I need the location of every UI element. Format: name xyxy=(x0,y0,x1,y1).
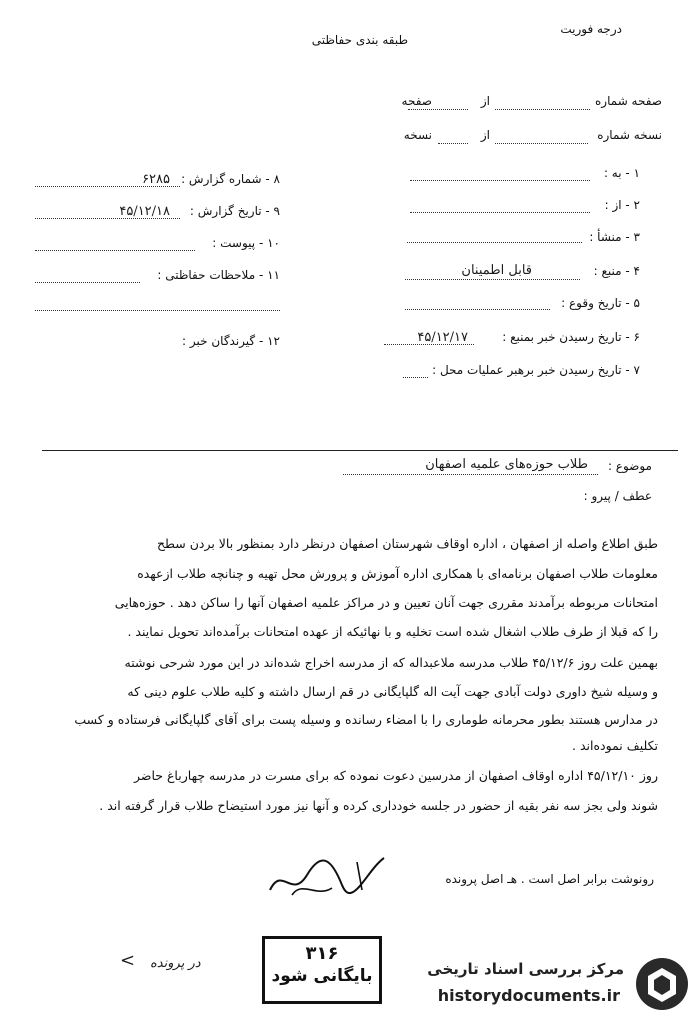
body-line-2: معلومات طلاب اصفهان برنامه‌ای با همکاری اداره آموزش و پرورش محل تهیه و چنانچه طلاب ازعهده xyxy=(137,566,658,581)
field-ops-date-line xyxy=(403,377,428,378)
body-line-3: امتحانات مربوطه برآمدند مقرری جهت آنان تعیین و در مراکز علمیه اصفهان آنها را ساکن دهد . حوزه‌هایی xyxy=(114,595,658,610)
field-news-date: ۶ - تاریخ رسیدن خبر بمنبع : xyxy=(502,330,640,344)
field-origin: ۳ - منشأ : xyxy=(589,230,640,244)
signature xyxy=(262,850,392,905)
field-report-date-value: ۴۵/۱۲/۱۸ xyxy=(119,204,170,219)
reference-label: عطف / پیرو : xyxy=(583,489,652,503)
copy-note: رونوشت برابر اصل است . هـ اصل پرونده xyxy=(445,872,654,886)
classification-label: طبقه بندی حفاظتی xyxy=(311,33,408,47)
field-report-no: ۸ - شماره گزارش : xyxy=(181,172,280,186)
handwritten-mark: > xyxy=(120,950,136,971)
field-ops-date: ۷ - تاریخ رسیدن خبر برهبر عملیات محل : xyxy=(432,363,640,377)
field-report-date: ۹ - تاریخ گزارش : xyxy=(189,204,280,218)
field-report-date-line xyxy=(35,218,180,219)
page-of-label: از xyxy=(480,94,490,108)
body-line-6: و وسیله شیخ داوری دولت آبادی جهت آیت اله گلپایگانی در قم ارسال داشته و کلیه طلاب علوم دینی که xyxy=(127,684,658,699)
field-news-date-value: ۴۵/۱۲/۱۷ xyxy=(417,330,468,345)
subject-value: طلاب حوزه‌های علمیه اصفهان xyxy=(425,457,588,472)
priority-label: درجه فوریت xyxy=(560,22,622,36)
field-attachment-line xyxy=(35,250,195,251)
field-source: ۴ - منبع : xyxy=(593,264,640,278)
copy-number-label: نسخه شماره xyxy=(597,128,662,142)
field-security-notes: ۱۱ - ملاحظات حفاظتی : xyxy=(157,268,280,282)
body-line-7: در مدارس هستند بطور محرمانه طوماری را با امضاء رسانده و وسیله پست برای آقای گلپایگانی فرستاده و کسب xyxy=(74,712,658,727)
field-event-date: ۵ - تاریخ وقوع : xyxy=(561,296,640,310)
field-report-no-value: ۶۲۸۵ xyxy=(142,172,170,187)
field-recipients: ۱۲ - گیرندگان خبر : xyxy=(182,334,280,348)
field-to-line xyxy=(410,180,590,181)
copy-number-line xyxy=(495,143,588,144)
field-attachment: ۱۰ - پیوست : xyxy=(212,236,280,250)
copy-total-line xyxy=(438,143,468,144)
body-line-1: طبق اطلاع واصله از اصفهان ، اداره اوقاف شهرستان اصفهان درنظر دارد بمنظور بالا بردن سطح xyxy=(156,536,658,551)
subject-line xyxy=(343,474,598,475)
body-line-4: را که قبلا از طرف طلاب اشغال شده است تخلیه و با نهائیکه از عهده امتحانات برآمده‌اند تحویل نمایند . xyxy=(127,624,658,639)
page-number-label: صفحه شماره xyxy=(595,94,662,108)
archive-label: بایگانی شود xyxy=(271,966,373,986)
field-origin-line xyxy=(407,242,582,243)
org-url: historydocuments.ir xyxy=(437,986,620,1005)
field-from-line xyxy=(410,212,590,213)
page-word-label: صفحه xyxy=(401,94,432,108)
org-logo-icon xyxy=(632,954,692,1014)
field-security-notes-line2 xyxy=(35,310,280,311)
header-divider xyxy=(42,450,678,451)
copy-word-label: نسخه xyxy=(403,128,432,142)
archive-number: ۳۱۶ xyxy=(305,943,339,964)
field-event-date-line xyxy=(405,309,550,310)
field-source-value: قابل اطمینان xyxy=(461,263,532,278)
field-to: ۱ - به : xyxy=(603,166,640,180)
field-source-line xyxy=(405,279,580,280)
body-line-10: شوند ولی بجز سه نفر بقیه از حضور در جلسه خودداری کرده و آنها نیز مورد استیضاح طلاب قرار گرفته اند . xyxy=(99,798,658,813)
field-news-date-line xyxy=(384,344,474,345)
subject-label: موضوع : xyxy=(607,459,652,473)
field-security-notes-line1 xyxy=(35,282,140,283)
body-line-5: بهمین علت روز ۴۵/۱۲/۶ طلاب مدرسه ملاعبداله که از مدرسه اخراج شده‌اند در این مورد شرحی نوشته xyxy=(124,655,658,670)
handwritten-note: در پرونده xyxy=(150,956,201,971)
org-name: مرکز بررسی اسناد تاریخی xyxy=(427,960,624,978)
page-number-line xyxy=(495,109,590,110)
archive-stamp xyxy=(262,936,382,1004)
field-report-no-line xyxy=(35,186,180,187)
copy-of-label: از xyxy=(480,128,490,142)
page-total-line xyxy=(408,109,468,110)
body-line-8: تکلیف نموده‌اند . xyxy=(572,738,658,753)
body-line-9: روز ۴۵/۱۲/۱۰ اداره اوقاف اصفهان از مدرسین دعوت نموده که برای مسرت در مدرسه چهارباغ حاضر xyxy=(133,768,658,783)
field-from: ۲ - از : xyxy=(604,198,640,212)
